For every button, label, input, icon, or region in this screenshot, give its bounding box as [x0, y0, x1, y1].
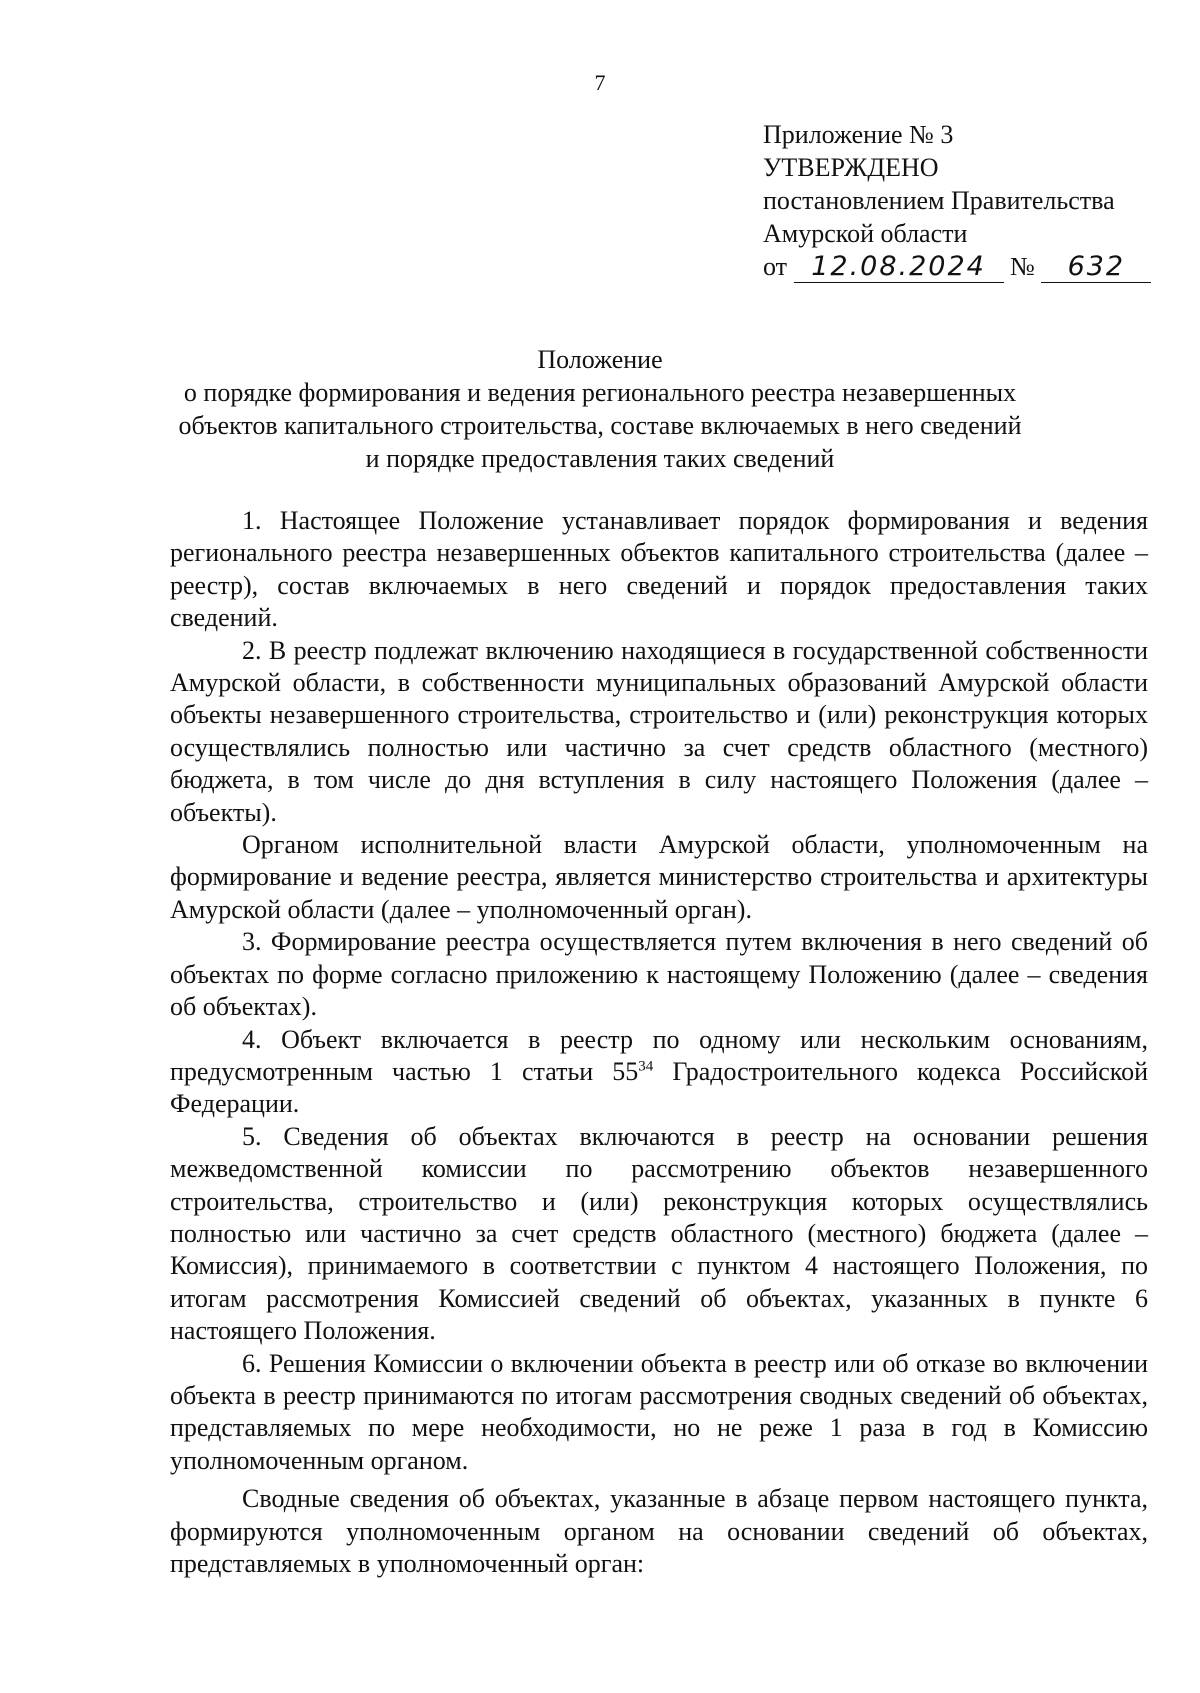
- approved-label: УТВЕРЖДЕНО: [763, 153, 939, 182]
- approved-region: Амурской области: [763, 219, 968, 248]
- appendix-label: Приложение № 3: [763, 120, 954, 149]
- paragraph-8: Сводные сведения об объектах, указанные в абзаце первом настоящего пункта, формируются уполномоченным органом на основании сведений об объектах, представляемых в уполномоченный орган:: [170, 1484, 1148, 1578]
- article-superscript: 34: [638, 1058, 654, 1075]
- document-body: [170, 505, 1148, 1580]
- paragraph-1: 1. Настоящее Положение устанавливает порядок формирования и ведения регионального реестра незавершенных объектов капитального строительства (далее – реестр), состав включаемых в него сведений и порядок предоставления таких сведений.: [170, 506, 1148, 633]
- paragraph-4: 3. Формирование реестра осуществляется путем включения в него сведений об объектах по форме согласно приложению к настоящему Положению (далее – сведения об объектах).: [170, 927, 1148, 1022]
- title-line-2: объектов капитального строительства, составе включаемых в него сведений: [178, 411, 1022, 440]
- paragraph-5-text: 4. Объект включается в реестр по одному или нескольким основаниям, предусмотренным частью 1 статьи 55: [170, 1024, 1148, 1086]
- title-line-3: и порядке предоставления таких сведений: [365, 444, 835, 473]
- approval-date-number-line: [763, 250, 1163, 283]
- document-title: [170, 343, 1030, 475]
- paragraph-5-text-end: Градостроительного кодекса Российской Федерации.: [170, 1056, 1148, 1119]
- paragraph-7: 6. Решения Комиссии о включении объекта в реестр или об отказе во включении объекта в реестр принимаются по итогам рассмотрения сводных сведений об объектах, представляемых по мере необходимости, но не реже 1 раза в год в Комиссию уполномоченным органом.: [170, 1348, 1148, 1475]
- paragraph-6: 5. Сведения об объектах включаются в реестр на основании решения межведомственной комиссии по рассмотрению объектов незавершенного строительства, строительство и (или) реконструкция которых осуществлялись полностью или частично за счет средств областного (местного) бюджета (далее – Комиссия), принимаемого в соответствии с пунктом 4 настоящего Положения, по итогам рассмотрения Комиссией сведений об объектах, указанных в пункте 6 настоящего Положения.: [170, 1121, 1148, 1346]
- paragraph-2: 2. В реестр подлежат включению находящиеся в государственной собственности Амурской области, в собственности муниципальных образований Амурской области объекты незавершенного строительства, строительство и (или) реконструкция которых осуществлялись полностью или частично за счет средств областного (местного) бюджета, в том числе до дня вступления в силу настоящего Положения (далее – объекты).: [170, 635, 1148, 827]
- number-prefix: №: [1010, 252, 1035, 281]
- paragraph-5: [170, 1024, 1148, 1121]
- title-heading: Положение: [537, 345, 663, 374]
- approved-by-line: постановлением Правительства: [763, 186, 1115, 215]
- page-number: 7: [594, 70, 606, 95]
- title-line-1: о порядке формирования и ведения регионального реестра незавершенных: [183, 378, 1017, 407]
- approval-block: [763, 118, 1163, 283]
- date-prefix: от: [763, 252, 788, 281]
- paragraph-3: Органом исполнительной власти Амурской области, уполномоченным на формирование и ведение реестра, является министерство строительства и архитектуры Амурской области (далее – уполномоченный орган).: [170, 830, 1148, 924]
- handwritten-number: 632: [1041, 252, 1151, 283]
- handwritten-date: 12.08.2024: [794, 252, 1004, 283]
